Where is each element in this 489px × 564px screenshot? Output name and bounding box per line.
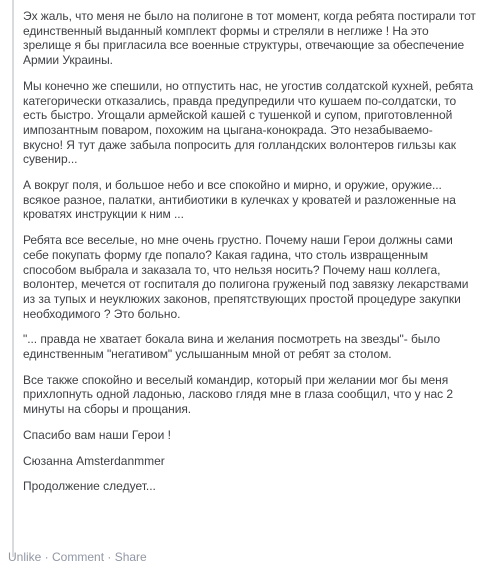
text-line: из за тупых и неуклюжих законов, препятствующих простой процедуре закупки xyxy=(23,291,461,306)
text-line: волонтер, мечется от госпиталя до полигона груженый под завязку лекарствами xyxy=(23,277,469,292)
text-line: всякое разное, палатки, антибиотики в кулечках у кроватей и разложенные на xyxy=(23,192,456,207)
post-paragraph xyxy=(23,233,477,321)
text-line: необходимого ? Это больно. xyxy=(23,306,181,321)
text-line: единственным "негативом" услышанным мной от ребят за столом. xyxy=(23,347,392,362)
post-paragraph xyxy=(23,332,477,361)
text-line: единственный выданный комплект формы и стреляли в неглиже ! На это xyxy=(23,23,429,38)
post-paragraph xyxy=(23,178,477,222)
text-line: способом выбрала и заказала то, что нельзя носить? Почему наш коллега, xyxy=(23,262,441,277)
text-line: себе покупать форму где попало? Какая гадина, что столь извращенным xyxy=(23,247,429,262)
text-line: зрелище я бы пригласила все военные структуры, отвечающие за обеспечение xyxy=(23,38,465,53)
text-line: Армии Украины. xyxy=(23,53,113,68)
text-line: кроватях инструкции к ним ... xyxy=(23,207,184,222)
text-line: вкусно! Я тут даже забыла попросить для голландских волонтеров гильзы как xyxy=(23,137,456,152)
text-line: Эх жаль, что меня не было на полигоне в тот момент, когда ребята постирали тот xyxy=(23,9,476,23)
signature: Сюзанна Amsterdanmmer xyxy=(23,453,165,468)
post-paragraph xyxy=(23,373,477,417)
text-line: "... правда не хватает бокала вина и желания посмотреть на звезды"- было xyxy=(23,332,441,347)
text-line: категорически отказались, правда предупредили что кушаем по-солдатски, то xyxy=(23,93,457,108)
text-line: импозантным поваром, похожим на цыгана-конокрада. Это незабываемо- xyxy=(23,122,433,137)
text-line: сувенир... xyxy=(23,152,78,167)
post-body xyxy=(12,0,477,557)
thanks-line: Спасибо вам наши Герои ! xyxy=(23,427,171,442)
text-line: Все также спокойно и веселый командир, который при желании мог бы меня xyxy=(23,372,449,387)
text-line: А вокруг поля, и большое небо и все спокойно и мирно, и оружие, оружие... xyxy=(23,178,442,193)
text-line: прихлопнуть одной ладонью, ласково глядя мне в глаза сообщил, что у нас 2 xyxy=(23,387,453,402)
text-line: Мы конечно же спешили, но отпустить нас, не угостив солдатской кухней, ребята xyxy=(23,78,474,93)
continued-note: Продолжение следует... xyxy=(23,479,156,494)
text-line: минуты на сборы и прощания. xyxy=(23,402,192,417)
post-paragraph xyxy=(23,9,477,68)
post-actions-cut[interactable]: Unlike · Comment · Share xyxy=(8,550,147,564)
text-line: Ребята все веселые, но мне очень грустно. Почему наши Герои должны сами xyxy=(23,233,453,248)
text-line: есть быстро. Угощали армейской кашей с тушенкой и супом, приготовленной xyxy=(23,108,453,123)
post-paragraph xyxy=(23,79,477,167)
